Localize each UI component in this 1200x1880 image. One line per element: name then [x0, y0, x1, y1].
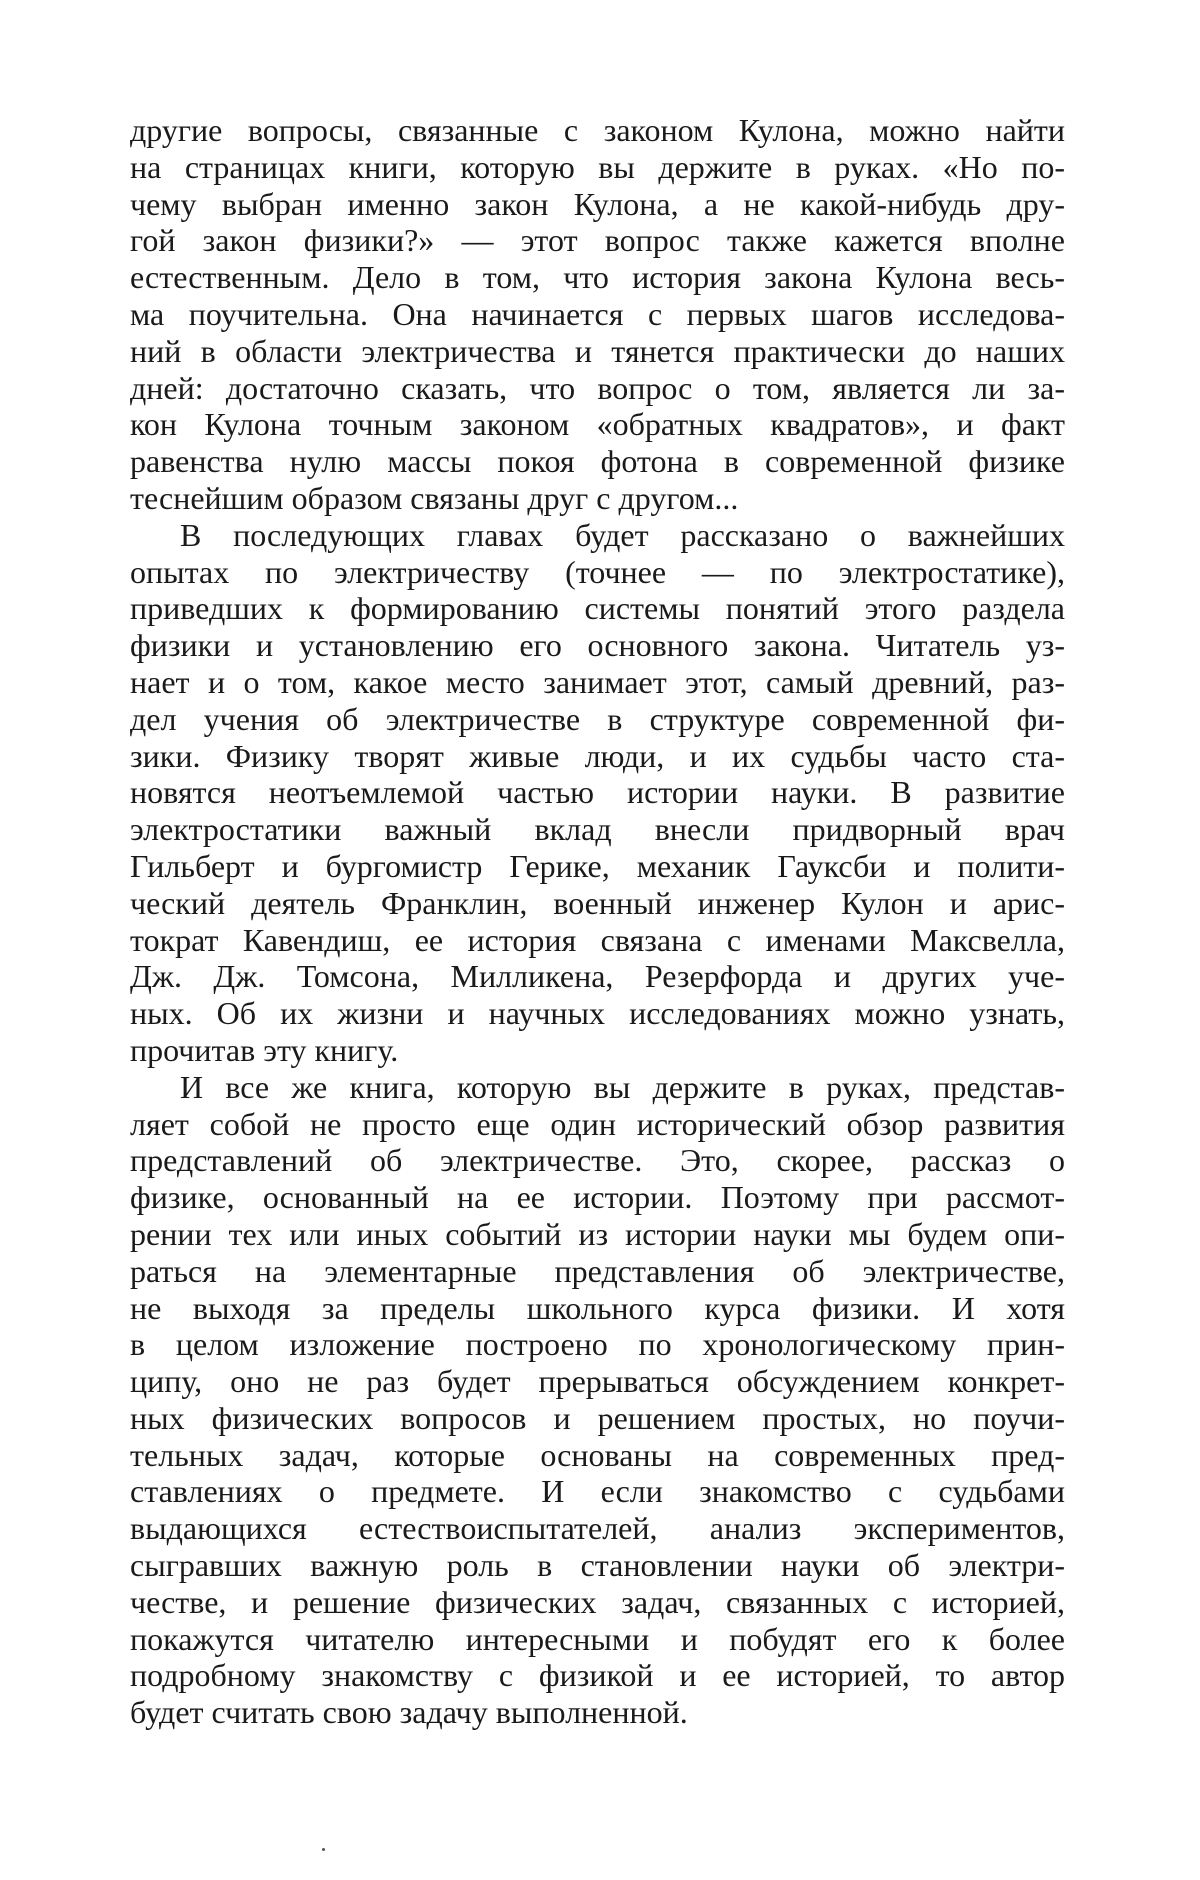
text-line: подробному знакомству с физикой и ее историей, то автор [130, 1657, 1065, 1694]
text-line: зики. Физику творят живые люди, и их судьбы часто ста- [130, 738, 1065, 775]
text-line: электростатики важный вклад внесли придворный врач [130, 811, 1065, 848]
text-line: нает и о том, какое место занимает этот, самый древний, раз- [130, 664, 1065, 701]
text-line: в целом изложение построено по хронологическому прин- [130, 1326, 1065, 1363]
text-line: дел учения об электричестве в структуре современной фи- [130, 701, 1065, 738]
text-line: приведших к формированию системы понятий этого раздела [130, 590, 1065, 627]
text-line: ставлениях о предмете. И если знакомство с судьбами [130, 1473, 1065, 1510]
book-page [0, 0, 1200, 1880]
text-line: будет считать свою задачу выполненной. [130, 1694, 1065, 1731]
text-line: гой закон физики?» — этот вопрос также кажется вполне [130, 222, 1065, 259]
text-line: естественным. Дело в том, что история закона Кулона весь- [130, 259, 1065, 296]
text-line: прочитав эту книгу. [130, 1032, 1065, 1069]
text-line: ма поучительна. Она начинается с первых шагов исследова- [130, 296, 1065, 333]
text-line: раться на элементарные представления об электричестве, [130, 1253, 1065, 1290]
text-line: ных. Об их жизни и научных исследованиях можно узнать, [130, 995, 1065, 1032]
body-text [130, 112, 1065, 1731]
text-line: тократ Кавендиш, ее история связана с именами Максвелла, [130, 922, 1065, 959]
text-line: покажутся читателю интересными и побудят его к более [130, 1621, 1065, 1658]
text-line: равенства нулю массы покоя фотона в современной физике [130, 443, 1065, 480]
text-line: тельных задач, которые основаны на современных пред- [130, 1437, 1065, 1474]
print-speck [322, 1848, 325, 1851]
text-line: В последующих главах будет рассказано о важнейших [130, 517, 1065, 554]
text-line: не выходя за пределы школьного курса физики. И хотя [130, 1290, 1065, 1327]
text-line: сыгравших важную роль в становлении науки об электри- [130, 1547, 1065, 1584]
text-line: честве, и решение физических задач, связанных с историей, [130, 1584, 1065, 1621]
text-line: представлений об электричестве. Это, скорее, рассказ о [130, 1142, 1065, 1179]
text-line: опытах по электричеству (точнее — по электростатике), [130, 554, 1065, 591]
text-line: чему выбран именно закон Кулона, а не какой-нибудь дру- [130, 186, 1065, 223]
text-line: И все же книга, которую вы держите в руках, представ- [130, 1069, 1065, 1106]
text-line: дней: достаточно сказать, что вопрос о том, является ли за- [130, 370, 1065, 407]
text-line: рении тех или иных событий из истории науки мы будем опи- [130, 1216, 1065, 1253]
text-line: ческий деятель Франклин, военный инженер Кулон и арис- [130, 885, 1065, 922]
text-line: ляет собой не просто еще один исторический обзор развития [130, 1106, 1065, 1143]
text-line: Дж. Дж. Томсона, Милликена, Резерфорда и других уче- [130, 958, 1065, 995]
text-line: ний в области электричества и тянется практически до наших [130, 333, 1065, 370]
text-line: Гильберт и бургомистр Герике, механик Гауксби и полити- [130, 848, 1065, 885]
text-line: кон Кулона точным законом «обратных квадратов», и факт [130, 406, 1065, 443]
paragraph-3 [130, 1069, 1065, 1731]
text-line: выдающихся естествоиспытателей, анализ экспериментов, [130, 1510, 1065, 1547]
text-line: на страницах книги, которую вы держите в руках. «Но по- [130, 149, 1065, 186]
text-line: ципу, оно не раз будет прерываться обсуждением конкрет- [130, 1363, 1065, 1400]
text-line: теснейшим образом связаны друг с другом... [130, 480, 1065, 517]
text-line: ных физических вопросов и решением простых, но поучи- [130, 1400, 1065, 1437]
paragraph-2 [130, 517, 1065, 1069]
text-line: новятся неотъемлемой частью истории науки. В развитие [130, 774, 1065, 811]
text-line: физики и установлению его основного закона. Читатель уз- [130, 627, 1065, 664]
paragraph-1 [130, 112, 1065, 517]
text-line: физике, основанный на ее истории. Поэтому при рассмот- [130, 1179, 1065, 1216]
text-line: другие вопросы, связанные с законом Кулона, можно найти [130, 112, 1065, 149]
